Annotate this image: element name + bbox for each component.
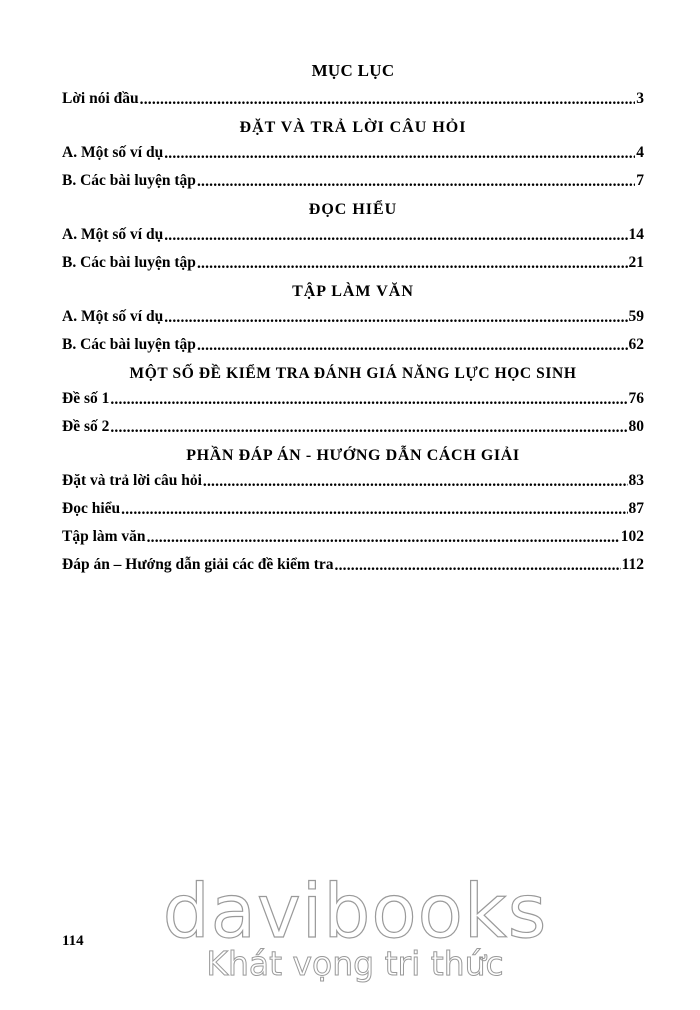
toc-entry[interactable] <box>62 551 644 579</box>
toc-entry-label: Đặt và trả lời câu hỏi <box>62 472 202 489</box>
toc-title: MỤC LỤC <box>311 61 395 80</box>
toc-entry-page: 21 <box>628 254 644 271</box>
toc-entry[interactable] <box>62 331 644 359</box>
toc-entry[interactable] <box>62 249 644 277</box>
section-heading: PHẦN ĐÁP ÁN - HƯỚNG DẪN CÁCH GIẢI <box>186 447 520 464</box>
toc-entry[interactable] <box>62 303 644 331</box>
section-heading: ĐỌC HIỂU <box>308 201 398 218</box>
toc-entry-page: 102 <box>620 528 644 545</box>
dot-leader <box>121 500 627 520</box>
toc-entry-label: Tập làm văn <box>62 528 146 545</box>
dot-leader <box>164 226 627 246</box>
toc-entry-intro[interactable] <box>62 85 644 113</box>
dot-leader <box>164 144 635 164</box>
toc-entry[interactable] <box>62 385 644 413</box>
dot-leader <box>197 172 635 192</box>
toc-entry-page: 83 <box>628 472 644 489</box>
toc-entry-page: 14 <box>628 226 644 243</box>
toc-entry[interactable] <box>62 139 644 167</box>
toc-entry-page: 80 <box>628 418 644 435</box>
dot-leader <box>147 528 620 548</box>
toc-entry-page: 59 <box>628 308 644 325</box>
toc-entry[interactable] <box>62 221 644 249</box>
toc-entry-page: 62 <box>628 336 644 353</box>
dot-leader <box>197 254 628 274</box>
watermark-slogan: Khát vọng tri thức <box>206 944 504 983</box>
dot-leader <box>140 90 636 110</box>
toc-entry-label: Đề số 2 <box>62 418 110 435</box>
toc-entry[interactable] <box>62 523 644 551</box>
toc-entry-label: Đề số 1 <box>62 390 110 407</box>
toc-entry-label: A. Một số ví dụ <box>62 308 164 325</box>
dot-leader <box>197 336 628 356</box>
toc-entry-page: 4 <box>636 144 644 161</box>
section-heading: TẬP LÀM VĂN <box>292 283 414 300</box>
toc-entry-label: A. Một số ví dụ <box>62 226 164 243</box>
toc-entry[interactable] <box>62 467 644 495</box>
toc-entry-label: B. Các bài luyện tập <box>62 172 196 189</box>
toc-entry-label: B. Các bài luyện tập <box>62 254 196 271</box>
table-of-contents <box>62 60 644 579</box>
toc-entry-label: A. Một số ví dụ <box>62 144 164 161</box>
toc-entry-page: 76 <box>628 390 644 407</box>
toc-entry-label: Đọc hiểu <box>62 500 121 517</box>
toc-entry[interactable] <box>62 413 644 441</box>
toc-entry-page: 7 <box>636 172 644 189</box>
page-number: 114 <box>62 933 84 949</box>
section-heading: ĐẶT VÀ TRẢ LỜI CÂU HỎI <box>239 119 467 136</box>
dot-leader <box>164 308 627 328</box>
publisher-watermark <box>155 869 555 983</box>
watermark-brand: davibooks <box>162 869 548 955</box>
toc-entry-page: 3 <box>636 90 644 107</box>
dot-leader <box>203 472 628 492</box>
dot-leader <box>110 390 627 410</box>
toc-entry[interactable] <box>62 167 644 195</box>
toc-entry-page: 112 <box>621 556 644 573</box>
dot-leader <box>110 418 627 438</box>
toc-entry-label: B. Các bài luyện tập <box>62 336 196 353</box>
section-heading: MỘT SỐ ĐỀ KIỂM TRA ĐÁNH GIÁ NĂNG LỰC HỌC SINH <box>129 365 577 382</box>
toc-entry-label: Lời nói đầu <box>62 90 139 107</box>
toc-entry-page: 87 <box>628 500 644 517</box>
dot-leader <box>335 556 621 576</box>
toc-entry-label: Đáp án – Hướng dẫn giải các đề kiểm tra <box>62 556 334 573</box>
toc-entry[interactable] <box>62 495 644 523</box>
